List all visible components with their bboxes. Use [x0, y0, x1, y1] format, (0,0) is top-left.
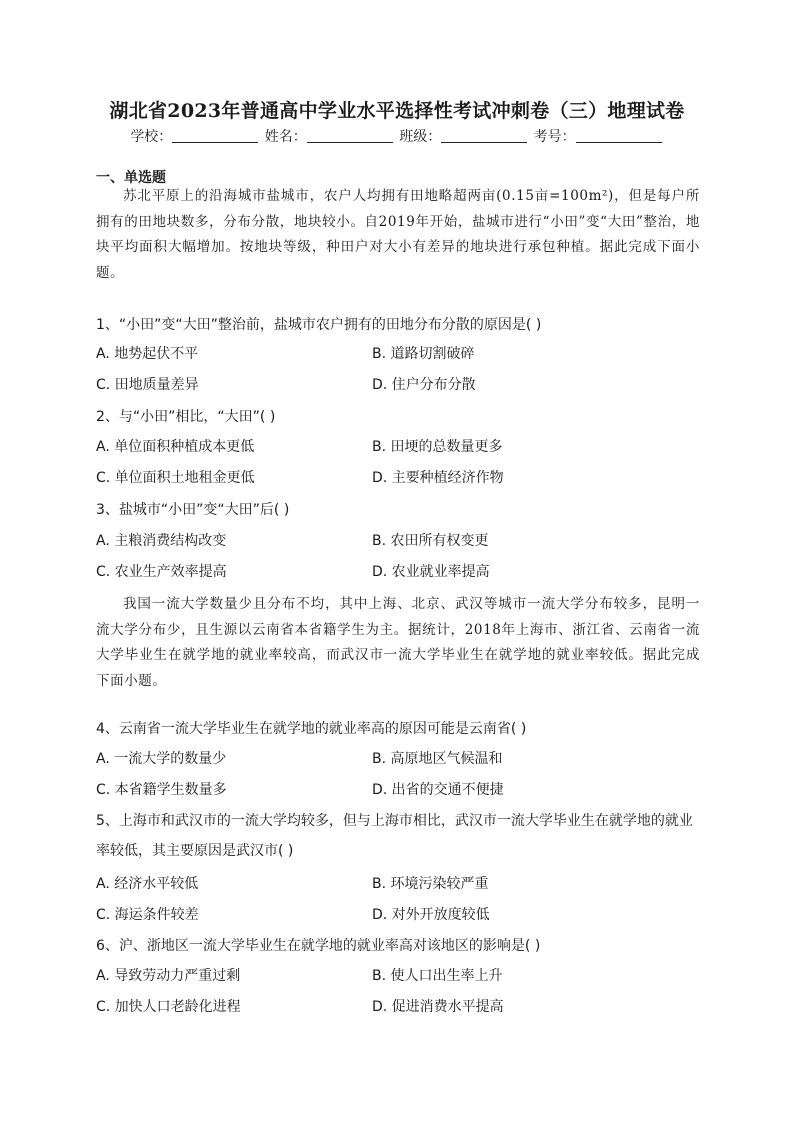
- option-c[interactable]: C. 单位面积土地租金更低: [96, 470, 255, 486]
- reading-passage: 我国一流大学数量少且分布不均，其中上海、北京、武汉等城市一流大学分布较多，昆明一流大学分布少，且生源以云南省本省籍学生为主。据统计，2018年上海市、浙江省、云南省一流大学毕业生在就学地的就业率较高，而武汉市一流大学毕业生在就学地的就业率较低。据此完成下面小题。: [96, 596, 700, 689]
- option-a[interactable]: A. 一流大学的数量少: [96, 751, 227, 767]
- option-b[interactable]: B. 高原地区气候温和: [372, 751, 503, 767]
- question-stem: 5、上海市和武汉市的一流大学均较多，但与上海市相比，武汉市一流大学毕业生在就学地的就业率较低，其主要原因是武汉市( ): [96, 813, 693, 859]
- exam-number-blank[interactable]: [576, 128, 662, 143]
- option-c[interactable]: C. 加快人口老龄化进程: [96, 999, 241, 1015]
- class-label: 班级：: [399, 129, 442, 145]
- option-d[interactable]: D. 农业就业率提高: [372, 564, 490, 580]
- option-c[interactable]: C. 田地质量差异: [96, 377, 199, 393]
- class-blank[interactable]: [441, 128, 527, 143]
- option-d[interactable]: D. 出省的交通不便捷: [372, 782, 504, 798]
- section-title: 一、单选题: [96, 170, 166, 186]
- option-a[interactable]: A. 主粮消费结构改变: [96, 533, 227, 549]
- question-stem: 3、盐城市“小田”变“大田”后( ): [96, 502, 290, 518]
- question-stem: 2、与“小田”相比，“大田”( ): [96, 409, 276, 425]
- option-b[interactable]: B. 农田所有权变更: [372, 533, 489, 549]
- option-d[interactable]: D. 对外开放度较低: [372, 907, 490, 923]
- reading-passage: 苏北平原上的沿海城市盐城市，农户人均拥有田地略超两亩(0.15亩=100m²)，但是每户所拥有的田地块数多，分布分散，地块较小。自2019年开始，盐城市进行“小田”变“大田”整治，地块平均面积大幅增加。按地块等级，种田户对大小有差异的地块进行承包种植。据此完成下面小题。: [96, 188, 700, 281]
- option-b[interactable]: B. 环境污染较严重: [372, 876, 489, 892]
- question-stem: 6、沪、浙地区一流大学毕业生在就学地的就业率高对该地区的影响是( ): [96, 938, 541, 954]
- option-b[interactable]: B. 田埂的总数量更多: [372, 439, 503, 455]
- question-stem: 1、“小田”变“大田”整治前，盐城市农户拥有的田地分布分散的原因是( ): [96, 317, 542, 333]
- option-d[interactable]: D. 促进消费水平提高: [372, 999, 504, 1015]
- exam-title: 湖北省2023年普通高中学业水平选择性考试冲刺卷（三）地理试卷: [109, 100, 685, 122]
- option-a[interactable]: A. 导致劳动力严重过剩: [96, 968, 241, 984]
- question-stem: 4、云南省一流大学毕业生在就学地的就业率高的原因可能是云南省( ): [96, 721, 527, 737]
- option-c[interactable]: C. 农业生产效率提高: [96, 564, 227, 580]
- name-label: 姓名：: [264, 129, 307, 145]
- option-b[interactable]: B. 使人口出生率上升: [372, 968, 503, 984]
- option-c[interactable]: C. 本省籍学生数量多: [96, 782, 227, 798]
- school-blank[interactable]: [172, 128, 258, 143]
- option-c[interactable]: C. 海运条件较差: [96, 907, 199, 923]
- option-a[interactable]: A. 经济水平较低: [96, 876, 199, 892]
- school-label: 学校：: [130, 129, 173, 145]
- student-info-line: [0, 126, 794, 146]
- name-blank[interactable]: [307, 128, 393, 143]
- option-a[interactable]: A. 地势起伏不平: [96, 346, 199, 362]
- exam-number-label: 考号：: [533, 129, 576, 145]
- option-a[interactable]: A. 单位面积种植成本更低: [96, 439, 255, 455]
- option-d[interactable]: D. 主要种植经济作物: [372, 470, 504, 486]
- option-d[interactable]: D. 住户分布分散: [372, 377, 476, 393]
- option-b[interactable]: B. 道路切割破碎: [372, 346, 475, 362]
